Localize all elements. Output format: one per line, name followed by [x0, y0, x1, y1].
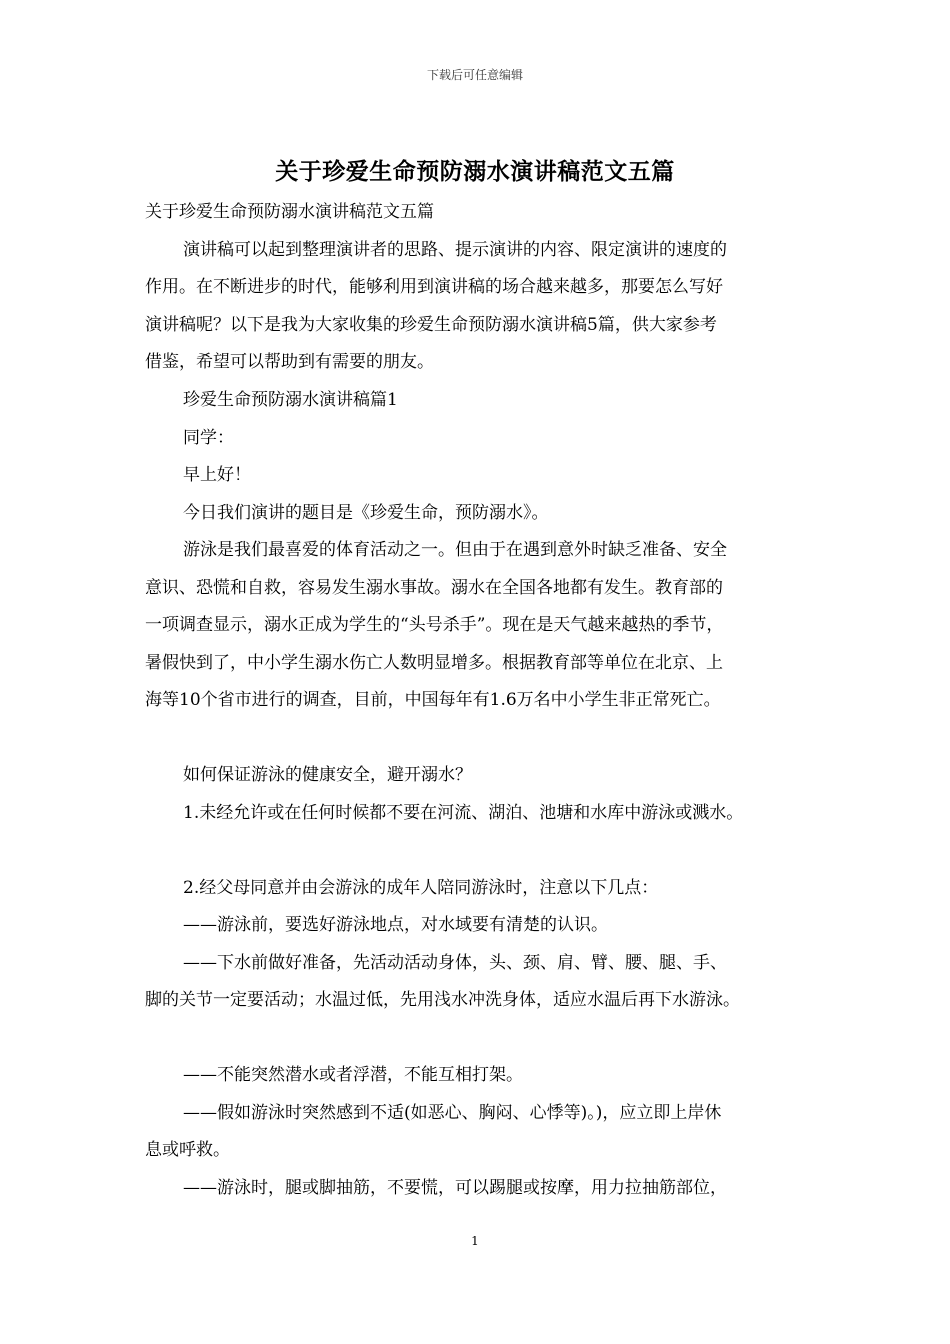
- list-item: 2.经父母同意并由会游泳的成年人陪同游泳时，注意以下几点：: [183, 878, 659, 898]
- paragraph-line: ——假如游泳时突然感到不适(如恶心、胸闷、心悸等)。)，应立即上岸休: [183, 1103, 722, 1123]
- paragraph-line: 暑假快到了，中小学生溺水伤亡人数明显增多。根据教育部等单位在北京、上: [145, 653, 723, 673]
- paragraph-line: 息或呼救。: [145, 1140, 230, 1160]
- page-number: 1: [471, 1234, 479, 1248]
- paragraph-line: 借鉴，希望可以帮助到有需要的朋友。: [145, 352, 434, 372]
- paragraph-line: 如何保证游泳的健康安全，避开溺水？: [183, 765, 472, 785]
- paragraph-line: ——游泳前，要选好游泳地点，对水域要有清楚的认识。: [183, 915, 608, 935]
- paragraph-line: ——下水前做好准备，先活动活动身体，头、颈、肩、臂、腰、腿、手、: [183, 953, 727, 973]
- paragraph-line: ——游泳时，腿或脚抽筋，不要慌，可以踢腿或按摩，用力拉抽筋部位，: [183, 1178, 727, 1198]
- page-header: 下载后可任意编辑: [426, 68, 523, 82]
- paragraph-line: 早上好！: [183, 465, 251, 485]
- paragraph-line: 演讲稿可以起到整理演讲者的思路、提示演讲的内容、限定演讲的速度的: [183, 240, 727, 260]
- paragraph-line: 脚的关节一定要活动；水温过低，先用浅水冲洗身体，适应水温后再下水游泳。: [145, 990, 740, 1010]
- paragraph-line: 意识、恐慌和自救，容易发生溺水事故。溺水在全国各地都有发生。教育部的: [145, 578, 723, 598]
- document-title: 关于珍爱生命预防溺水演讲稿范文五篇: [275, 158, 675, 185]
- paragraph-line: 海等10个省市进行的调查，目前，中国每年有1.6万名中小学生非正常死亡。: [145, 690, 721, 710]
- paragraph-line: 游泳是我们最喜爱的体育活动之一。但由于在遇到意外时缺乏准备、安全: [183, 540, 727, 560]
- list-item: 1.未经允许或在任何时候都不要在河流、湖泊、池塘和水库中游泳或溅水。: [183, 803, 744, 823]
- paragraph-line: ——不能突然潜水或者浮潜，不能互相打架。: [183, 1065, 523, 1085]
- paragraph-line: 今日我们演讲的题目是《珍爱生命，预防溺水》。: [183, 503, 549, 523]
- subtitle-line: 关于珍爱生命预防溺水演讲稿范文五篇: [145, 202, 434, 222]
- paragraph-line: 同学：: [183, 428, 234, 448]
- paragraph-line: 作用。在不断进步的时代，能够利用到演讲稿的场合越来越多，那要怎么写好: [145, 277, 723, 297]
- paragraph-line: 一项调查显示，溺水正成为学生的“头号杀手”。现在是天气越来越热的季节，: [145, 615, 724, 635]
- paragraph-line: 演讲稿呢？以下是我为大家收集的珍爱生命预防溺水演讲稿5篇，供大家参考: [145, 315, 717, 335]
- section-heading: 珍爱生命预防溺水演讲稿篇1: [183, 390, 398, 410]
